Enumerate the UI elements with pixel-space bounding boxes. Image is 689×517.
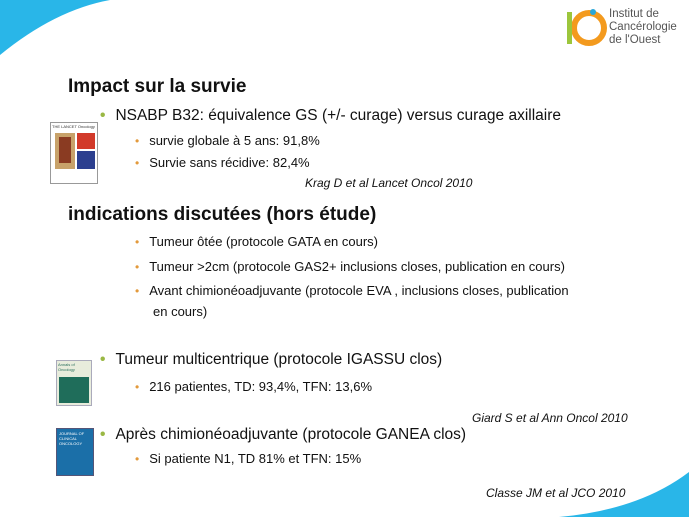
jco-cover-label: JOURNAL OF CLINICAL ONCOLOGY: [59, 431, 85, 446]
section2-title: indications discutées (hors étude): [68, 204, 377, 225]
section2-subitem-3-continued: en cours): [153, 304, 208, 319]
sub-bullet-icon: •: [135, 235, 140, 249]
bullet-icon: •: [100, 426, 106, 443]
bullet-icon: •: [100, 107, 106, 124]
section1-subitem-2: [135, 155, 310, 170]
section3-subitem: [135, 379, 372, 394]
section3-item: [100, 351, 442, 369]
annals-cover-label: Annals of Oncology: [58, 362, 75, 372]
section4-reference: Classe JM et al JCO 2010: [486, 486, 626, 500]
corner-decoration-top-left: [0, 0, 110, 55]
sub-bullet-icon: •: [135, 134, 140, 148]
sub-bullet-icon: •: [135, 380, 140, 394]
sub-bullet-icon: •: [135, 260, 140, 274]
lancet-cover-label: THE LANCET Oncology: [52, 124, 95, 129]
section2-subitem-2-text: Tumeur >2cm (protocole GAS2+ inclusions closes, publication en cours): [149, 259, 565, 274]
section2-subitem-1: [135, 234, 378, 249]
sub-bullet-icon: •: [135, 452, 140, 466]
sub-bullet-icon: •: [135, 156, 140, 170]
logo-line-3: de l'Ouest: [609, 34, 661, 46]
section1-reference: Krag D et al Lancet Oncol 2010: [305, 176, 473, 190]
jco-cover: [56, 428, 94, 476]
logo-line-2: Cancérologie: [609, 21, 677, 33]
section4-subitem: [135, 451, 361, 466]
section1-subitem-1-text: survie globale à 5 ans: 91,8%: [149, 133, 320, 148]
logo-icon: [563, 6, 607, 50]
section2-subitem-2: [135, 259, 565, 274]
section1-subitem-2-text: Survie sans récidive: 82,4%: [149, 155, 310, 170]
section1-item-text: NSABP B32: équivalence GS (+/- curage) versus curage axillaire: [115, 107, 561, 124]
sub-bullet-icon: •: [135, 284, 140, 298]
section3-reference: Giard S et al Ann Oncol 2010: [472, 411, 628, 425]
section2-subitem-1-text: Tumeur ôtée (protocole GATA en cours): [149, 234, 379, 249]
section2-subitem-3-text: Avant chimionéoadjuvante (protocole EVA , inclusions closes, publication: [149, 283, 569, 298]
section4-item: [100, 426, 466, 444]
section3-item-text: Tumeur multicentrique (protocole IGASSU clos): [115, 351, 443, 368]
institute-logo: [563, 6, 681, 52]
section1-subitem-1: [135, 133, 320, 148]
section4-item-text: Après chimionéoadjuvante (protocole GANEA clos): [115, 426, 467, 443]
section3-subitem-text: 216 patientes, TD: 93,4%, TFN: 13,6%: [149, 379, 373, 394]
section1-item: [100, 107, 561, 125]
section2-subitem-3: [135, 283, 569, 298]
section4-subitem-text: Si patiente N1, TD 81% et TFN: 15%: [149, 451, 362, 466]
lancet-oncology-cover: [50, 122, 98, 184]
bullet-icon: •: [100, 351, 106, 368]
logo-line-1: Institut de: [609, 8, 659, 20]
annals-oncology-cover: [56, 360, 92, 406]
section1-title: Impact sur la survie: [68, 76, 247, 97]
